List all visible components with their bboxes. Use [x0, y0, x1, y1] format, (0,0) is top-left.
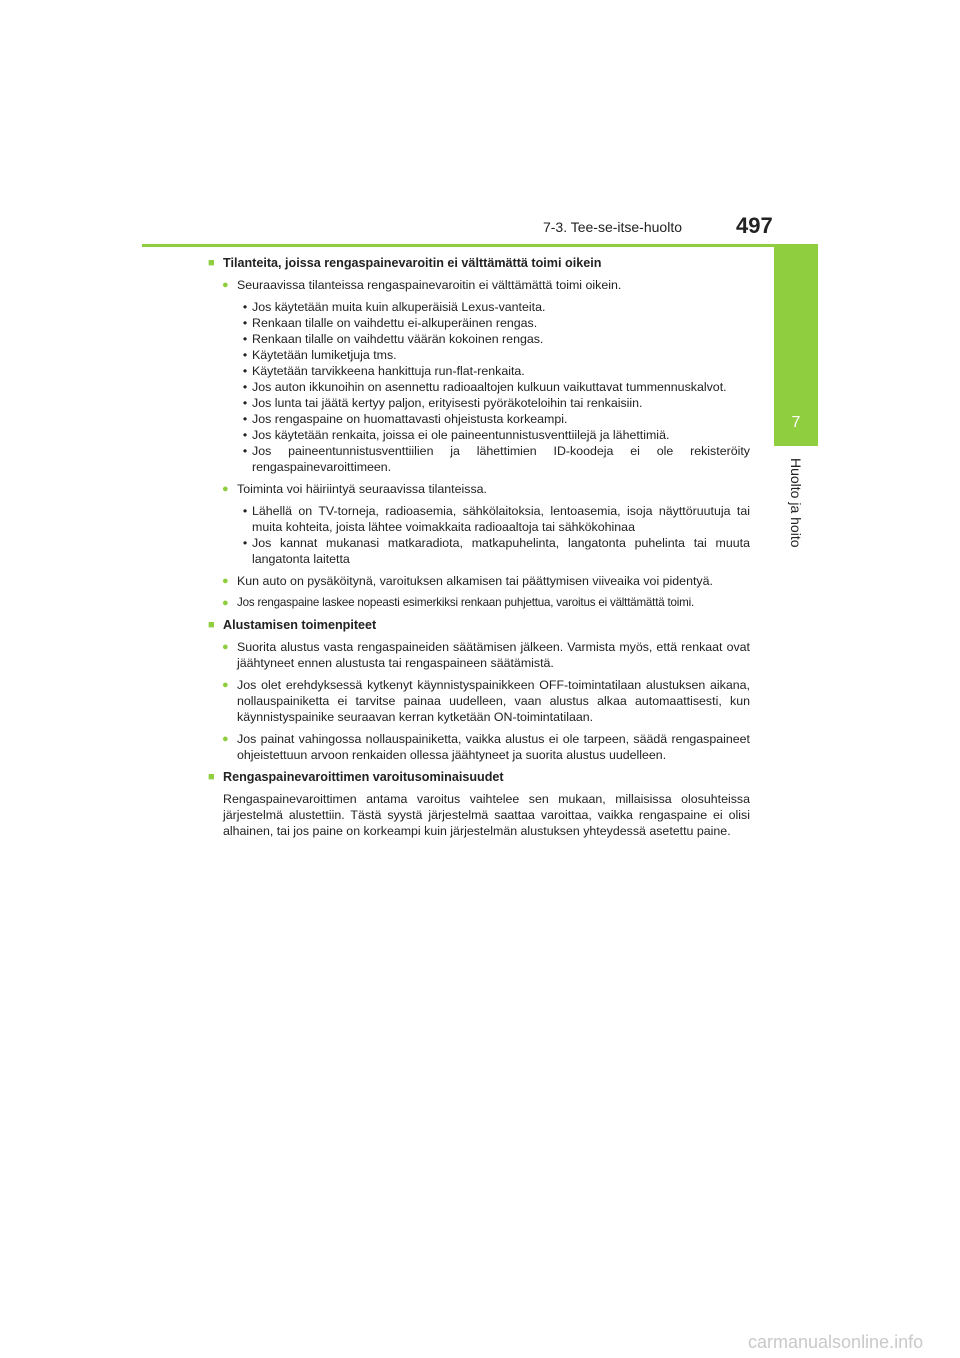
- chapter-tab: [774, 246, 818, 446]
- list-item-text: Seuraavissa tilanteissa rengaspainevaroitin ei välttämättä toimi oikein.: [237, 278, 622, 292]
- dot-bullet-icon: •: [242, 380, 248, 394]
- list-item: [222, 639, 750, 671]
- sub-item: [238, 331, 750, 347]
- sub-item-text: Jos paineentunnistusventtiilien ja lähettimien ID-koodeja ei ole rekisteröity rengaspainevaroittimeen.: [252, 444, 750, 474]
- dot-bullet-icon: •: [242, 536, 248, 550]
- dot-bullet-icon: •: [242, 504, 248, 518]
- list-item: [222, 277, 750, 293]
- sub-list: [238, 299, 750, 475]
- square-bullet-icon: ■: [208, 619, 215, 631]
- sub-item: [238, 299, 750, 315]
- sub-item-text: Lähellä on TV-torneja, radioasemia, sähkölaitoksia, lentoasemia, isoja näyttöruutuja tai muita kohteita, joista lähtee voimakkaita radioaaltoja tai sähkökohinaa: [252, 504, 750, 534]
- round-bullet-icon: ●: [222, 483, 229, 495]
- round-bullet-icon: ●: [222, 597, 229, 609]
- section-heading: [208, 769, 750, 785]
- list-item-text: Jos olet erehdyksessä kytkenyt käynnistyspainikkeen OFF-toimintatilaan alustuksen aikana, nollauspainiketta ei tarvitse painaa uudelleen, vaan alustus alkaa automaattisesti, kun käynnistyspainike seuraavan kerran kytketään ON-toimintatilaan.: [237, 678, 750, 724]
- sub-item: [238, 411, 750, 427]
- round-bullet-icon: ●: [222, 279, 229, 291]
- sub-item-text: Käytetään tarvikkeena hankittuja run-flat-renkaita.: [252, 364, 525, 378]
- sub-item-text: Renkaan tilalle on vaihdettu ei-alkuperäinen rengas.: [252, 316, 538, 330]
- sub-item-text: Jos lunta tai jäätä kertyy paljon, erityisesti pyöräkoteloihin tai renkaisiin.: [252, 396, 643, 410]
- dot-bullet-icon: •: [242, 300, 248, 314]
- header-rule: [142, 244, 818, 247]
- header-title: 7-3. Tee-se-itse-huolto: [542, 219, 682, 235]
- sub-item: [238, 347, 750, 363]
- sub-item-text: Jos käytetään renkaita, joissa ei ole paineentunnistusventtiilejä ja lähettimiä.: [252, 428, 670, 442]
- dot-bullet-icon: •: [242, 396, 248, 410]
- list-item: [222, 595, 750, 611]
- sub-item-text: Renkaan tilalle on vaihdettu väärän kokoinen rengas.: [252, 332, 544, 346]
- section-title: Rengaspainevaroittimen varoitusominaisuudet: [223, 770, 504, 784]
- sub-item: [238, 503, 750, 535]
- sub-item: [238, 535, 750, 567]
- sub-item: [238, 427, 750, 443]
- sub-item: [238, 443, 750, 475]
- sub-item: [238, 395, 750, 411]
- chapter-tab-number: 7: [791, 414, 801, 431]
- list-item: [222, 481, 750, 497]
- page-number: 497: [736, 213, 773, 238]
- page-content: [208, 255, 750, 843]
- square-bullet-icon: ■: [208, 257, 215, 269]
- sub-item: [238, 315, 750, 331]
- watermark: carmanualsonline.info: [748, 1332, 924, 1352]
- sub-item: [238, 363, 750, 379]
- section-title: Alustamisen toimenpiteet: [223, 618, 377, 632]
- square-bullet-icon: ■: [208, 771, 215, 783]
- sub-item-text: Jos kannat mukanasi matkaradiota, matkapuhelinta, langatonta puhelinta tai muuta langatonta laitetta: [252, 536, 750, 566]
- round-bullet-icon: ●: [222, 641, 229, 653]
- sub-item-text: Käytetään lumiketjuja tms.: [252, 348, 397, 362]
- dot-bullet-icon: •: [242, 316, 248, 330]
- sub-item-text: Jos rengaspaine on huomattavasti ohjeistusta korkeampi.: [252, 412, 568, 426]
- round-bullet-icon: ●: [222, 575, 229, 587]
- dot-bullet-icon: •: [242, 332, 248, 346]
- section-title: Tilanteita, joissa rengaspainevaroitin ei välttämättä toimi oikein: [223, 256, 602, 270]
- list-item-text: Suorita alustus vasta rengaspaineiden säätämisen jälkeen. Varmista myös, että renkaat ovat jäähtyneet ennen alustusta tai rengaspaineen säätämistä.: [237, 640, 750, 670]
- sub-item-text: Jos auton ikkunoihin on asennettu radioaaltojen kulkuun vaikuttavat tummennuskalvot.: [252, 380, 727, 394]
- chapter-label: Huolto ja hoito: [788, 458, 804, 548]
- list-item-text: Toiminta voi häiriintyä seuraavissa tilanteissa.: [237, 482, 487, 496]
- list-item-text: Kun auto on pysäköitynä, varoituksen alkamisen tai päättymisen viiveaika voi pidentyä.: [237, 574, 713, 588]
- list-item-text: Jos rengaspaine laskee nopeasti esimerkiksi renkaan puhjettua, varoitus ei välttämättä toimi.: [237, 596, 694, 609]
- sub-item-text: Jos käytetään muita kuin alkuperäisiä Lexus-vanteita.: [252, 300, 546, 314]
- sub-list: [238, 503, 750, 567]
- round-bullet-icon: ●: [222, 679, 229, 691]
- section-paragraph: Rengaspainevaroittimen antama varoitus vaihtelee sen mukaan, millaisissa olosuhteissa järjestelmä alustettiin. Tästä syystä järjestelmä saattaa varoittaa, vaikka rengaspaine ei olisi alhainen, tai jos paine on korkeampi kuin järjestelmän alustuksen yhteydessä asetettu paine.: [223, 792, 750, 838]
- section-heading: [208, 617, 750, 633]
- list-item: [222, 677, 750, 725]
- section-heading: [208, 255, 750, 271]
- dot-bullet-icon: •: [242, 444, 248, 458]
- list-item: [222, 573, 750, 589]
- list-item: [222, 731, 750, 763]
- dot-bullet-icon: •: [242, 364, 248, 378]
- dot-bullet-icon: •: [242, 348, 248, 362]
- dot-bullet-icon: •: [242, 428, 248, 442]
- list-item-text: Jos painat vahingossa nollauspainiketta, vaikka alustus ei ole tarpeen, säädä rengaspaineet ohjeistettuun arvoon renkaiden ollessa jäähtyneet ja suorita alustus uudelleen.: [237, 732, 750, 762]
- dot-bullet-icon: •: [242, 412, 248, 426]
- sub-item: [238, 379, 750, 395]
- round-bullet-icon: ●: [222, 733, 229, 745]
